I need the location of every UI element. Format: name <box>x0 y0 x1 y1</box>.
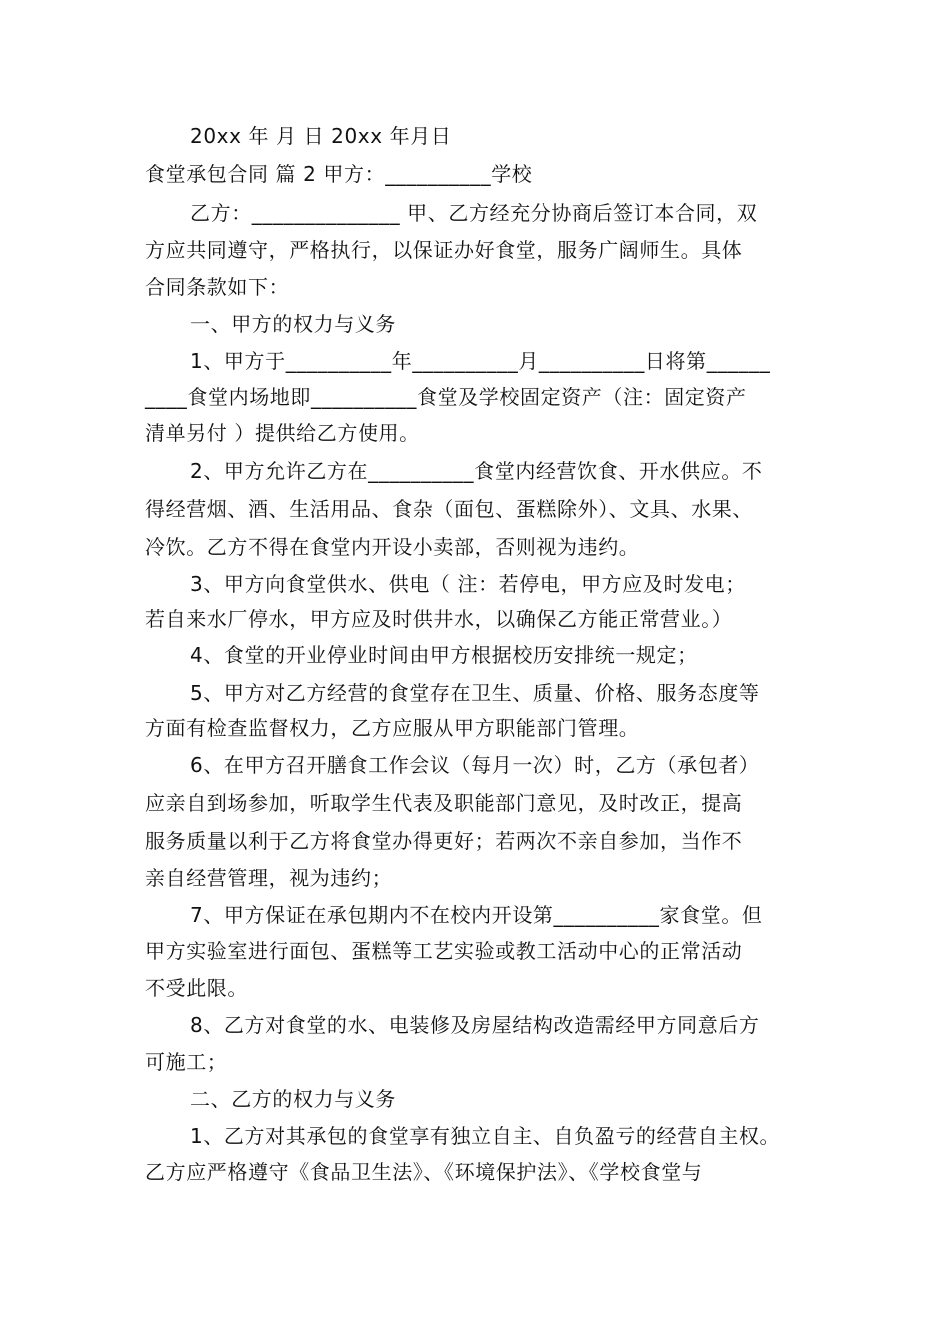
paragraph-line: 7、甲方保证在承包期内不在校内开设第__________家食堂。但 <box>190 903 763 927</box>
paragraph-line: 1、乙方对其承包的食堂享有独立自主、自负盈亏的经营自主权。 <box>190 1124 781 1148</box>
paragraph-line: 6、在甲方召开膳食工作会议（每月一次）时，乙方（承包者） <box>190 753 760 777</box>
paragraph-line: ____食堂内场地即__________食堂及学校固定资产（注：固定资产 <box>145 385 747 409</box>
paragraph-line: 8、乙方对食堂的水、电装修及房屋结构改造需经甲方同意后方 <box>190 1013 760 1037</box>
paragraph-line: 合同条款如下： <box>145 275 290 299</box>
paragraph-line: 乙方应严格遵守《食品卫生法》、《环境保护法》、《学校食堂与 <box>145 1160 703 1184</box>
paragraph-line: 冷饮。乙方不得在食堂内开设小卖部，否则视为违约。 <box>145 535 640 559</box>
section-heading: 一、甲方的权力与义务 <box>190 312 396 336</box>
paragraph-line: 清单另付 ）提供给乙方使用。 <box>145 421 420 445</box>
paragraph-line: 乙方：______________ 甲、乙方经充分协商后签订本合同，双 <box>190 201 758 225</box>
date-line: 20xx 年 月 日 20xx 年月日 <box>190 124 452 148</box>
paragraph-line: 1、甲方于__________年__________月__________日将第______ <box>190 349 771 373</box>
paragraph-line: 甲方实验室进行面包、蛋糕等工艺实验或教工活动中心的正常活动 <box>145 939 743 963</box>
paragraph-line: 不受此限。 <box>145 976 248 1000</box>
paragraph-line: 4、食堂的开业停业时间由甲方根据校历安排统一规定； <box>190 643 698 667</box>
paragraph-line: 若自来水厂停水，甲方应及时供井水，以确保乙方能正常营业。） <box>145 607 733 631</box>
paragraph-line: 方面有检查监督权力，乙方应服从甲方职能部门管理。 <box>145 716 640 740</box>
paragraph-line: 应亲自到场参加，听取学生代表及职能部门意见，及时改正，提高 <box>145 791 743 815</box>
paragraph-line: 可施工； <box>145 1050 228 1074</box>
paragraph-line: 5、甲方对乙方经营的食堂存在卫生、质量、价格、服务态度等 <box>190 681 760 705</box>
paragraph-line: 2、甲方允许乙方在__________食堂内经营饮食、开水供应。不 <box>190 459 763 483</box>
section-heading: 二、乙方的权力与义务 <box>190 1087 396 1111</box>
contract-title-line: 食堂承包合同 篇 2 甲方：__________学校 <box>145 162 533 186</box>
paragraph-line: 服务质量以利于乙方将食堂办得更好；若两次不亲自参加，当作不 <box>145 829 743 853</box>
paragraph-line: 亲自经营管理，视为违约； <box>145 866 393 890</box>
paragraph-line: 得经营烟、酒、生活用品、食杂（面包、蛋糕除外）、文具、水果、 <box>145 497 753 521</box>
paragraph-line: 方应共同遵守，严格执行，以保证办好食堂，服务广阔师生。具体 <box>145 238 743 262</box>
paragraph-line: 3、甲方向食堂供水、供电（ 注：若停电，甲方应及时发电； <box>190 572 746 596</box>
